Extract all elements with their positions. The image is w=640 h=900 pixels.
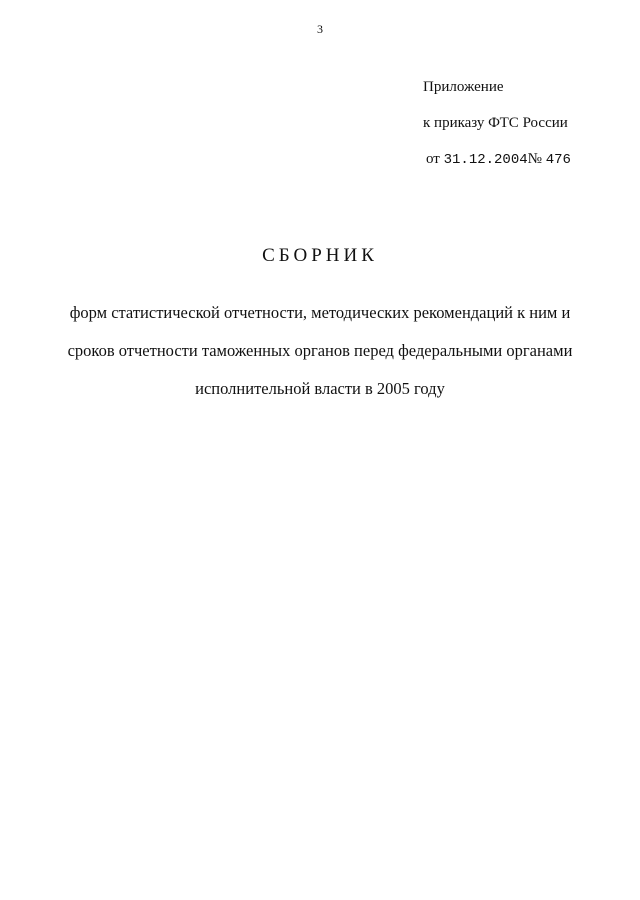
subtitle-line: форм статистической отчетности, методических рекомендаций к ним и <box>69 303 571 322</box>
order-number: 476 <box>545 152 571 168</box>
appendix-order-date-line <box>423 152 571 188</box>
order-date: 31.12.2004 <box>443 152 528 168</box>
date-prefix: от <box>426 151 440 167</box>
appendix-label: Приложение <box>423 79 504 95</box>
document-title: СБОРНИК <box>262 245 378 266</box>
number-sign: № <box>527 151 542 167</box>
subtitle-line: исполнительной власти в 2005 году <box>195 379 445 398</box>
subtitle-line: сроков отчетности таможенных органов перед федеральными органами <box>67 341 573 360</box>
document-subtitle <box>40 303 600 417</box>
page-number: 3 <box>317 22 323 36</box>
appendix-order-reference: к приказу ФТС России <box>423 115 568 131</box>
appendix-block <box>423 80 571 188</box>
